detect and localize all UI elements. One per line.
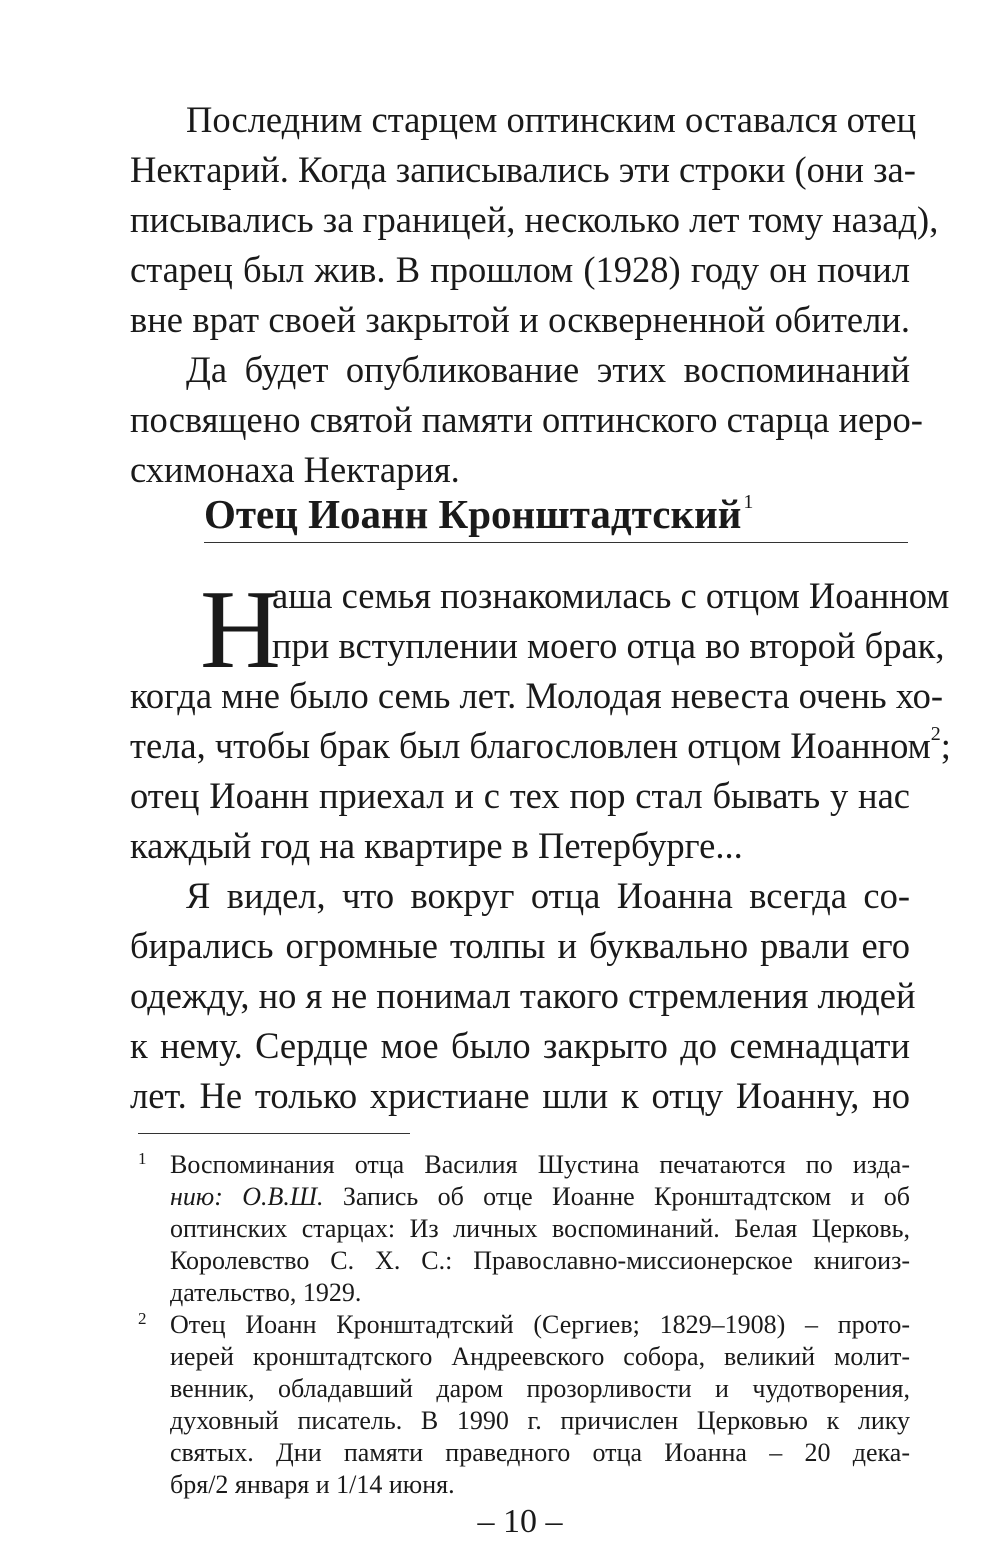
intro-line-8: схимонаха Нектария. xyxy=(130,449,460,490)
footnote-2-number: 2 xyxy=(138,1309,147,1328)
para1-line-6: каждый год на квартире в Петербурге... xyxy=(130,825,743,866)
intro-line-2: Нектарий. Когда записывались эти строки (они за- xyxy=(130,149,916,190)
para1-line-1: аша семья познакомилась с отцом Иоанном xyxy=(272,575,950,616)
section-title xyxy=(204,491,754,537)
para1-line-4-tail: ; xyxy=(940,725,951,766)
footnote-2-line-4: духовный писатель. В 1990 г. причислен Церковью к лику xyxy=(170,1406,910,1435)
para2-line-4: к нему. Сердце мое было закрыто до семнадцати xyxy=(130,1025,910,1066)
para1-line-3: когда мне было семь лет. Молодая невеста очень хо- xyxy=(130,675,944,716)
footnote-1-italic: нию: О.В.Ш. xyxy=(170,1182,324,1211)
para1-line-5: отец Иоанн приехал и с тех пор стал бывать у нас xyxy=(130,775,910,816)
intro-line-3: писывались за границей, несколько лет тому назад), xyxy=(130,199,939,240)
para2-line-5: лет. Не только христиане шли к отцу Иоанну, но xyxy=(130,1075,910,1116)
para2-line-3: одежду, но я не понимал такого стремления людей xyxy=(130,975,916,1016)
footnote-2-line-1: Отец Иоанн Кронштадтский (Сергиев; 1829–1908) – прото- xyxy=(170,1310,910,1339)
footnote-1-number: 1 xyxy=(138,1149,147,1168)
page-number: – 10 – xyxy=(477,1503,563,1540)
footnote-2-line-6: бря/2 января и 1/14 июня. xyxy=(170,1470,455,1499)
footnote-1-line-2-rest: Запись об отце Иоанне Кронштадтском и об xyxy=(323,1182,910,1211)
para2-line-1: Я видел, что вокруг отца Иоанна всегда со- xyxy=(186,875,910,916)
footnote-ref-2: 2 xyxy=(930,723,941,745)
intro-line-4: старец был жив. В прошлом (1928) году он почил xyxy=(130,249,910,290)
intro-line-6: Да будет опубликование этих воспоминаний xyxy=(186,349,910,390)
footnote-2-line-5: святых. Дни памяти праведного отца Иоанна – 20 дека- xyxy=(170,1438,910,1467)
footnote-2-line-3: венник, обладавший даром прозорливости и чудотворения, xyxy=(170,1374,910,1403)
footnote-2-line-2: иерей кронштадтского Андреевского собора, великий молит- xyxy=(170,1342,910,1371)
para2-line-2: бирались огромные толпы и буквально рвали его xyxy=(130,925,910,966)
footnote-1-line-5: дательство, 1929. xyxy=(170,1278,362,1307)
footnote-1-line-1: Воспоминания отца Василия Шустина печатаются по изда- xyxy=(170,1150,910,1179)
para1-line-4-text: тела, чтобы брак был благословлен отцом Иоанном xyxy=(130,725,931,766)
section-title-footnote-ref: 1 xyxy=(743,491,754,513)
footnote-1-line-2 xyxy=(170,1184,910,1210)
footnote-1-line-3: оптинских старцах: Из личных воспоминаний. Белая Церковь, xyxy=(170,1214,910,1243)
heading-rule xyxy=(204,542,908,543)
section-title-text: Отец Иоанн Кронштадтский xyxy=(204,491,742,537)
para1-line-4 xyxy=(130,723,951,766)
book-page xyxy=(130,0,951,1541)
dropcap-letter: Н xyxy=(200,568,281,692)
footnote-1-line-4: Королевство С. Х. С.: Православно-миссионерское книгоиз- xyxy=(170,1246,910,1275)
intro-line-1: Последним старцем оптинским оставался отец xyxy=(186,99,917,140)
intro-line-5: вне врат своей закрытой и оскверненной обители. xyxy=(130,299,910,340)
footnote-rule xyxy=(138,1133,410,1134)
para1-line-2: при вступлении моего отца во второй брак, xyxy=(272,625,945,666)
intro-line-7: посвящено святой памяти оптинского старца иеро- xyxy=(130,399,923,440)
